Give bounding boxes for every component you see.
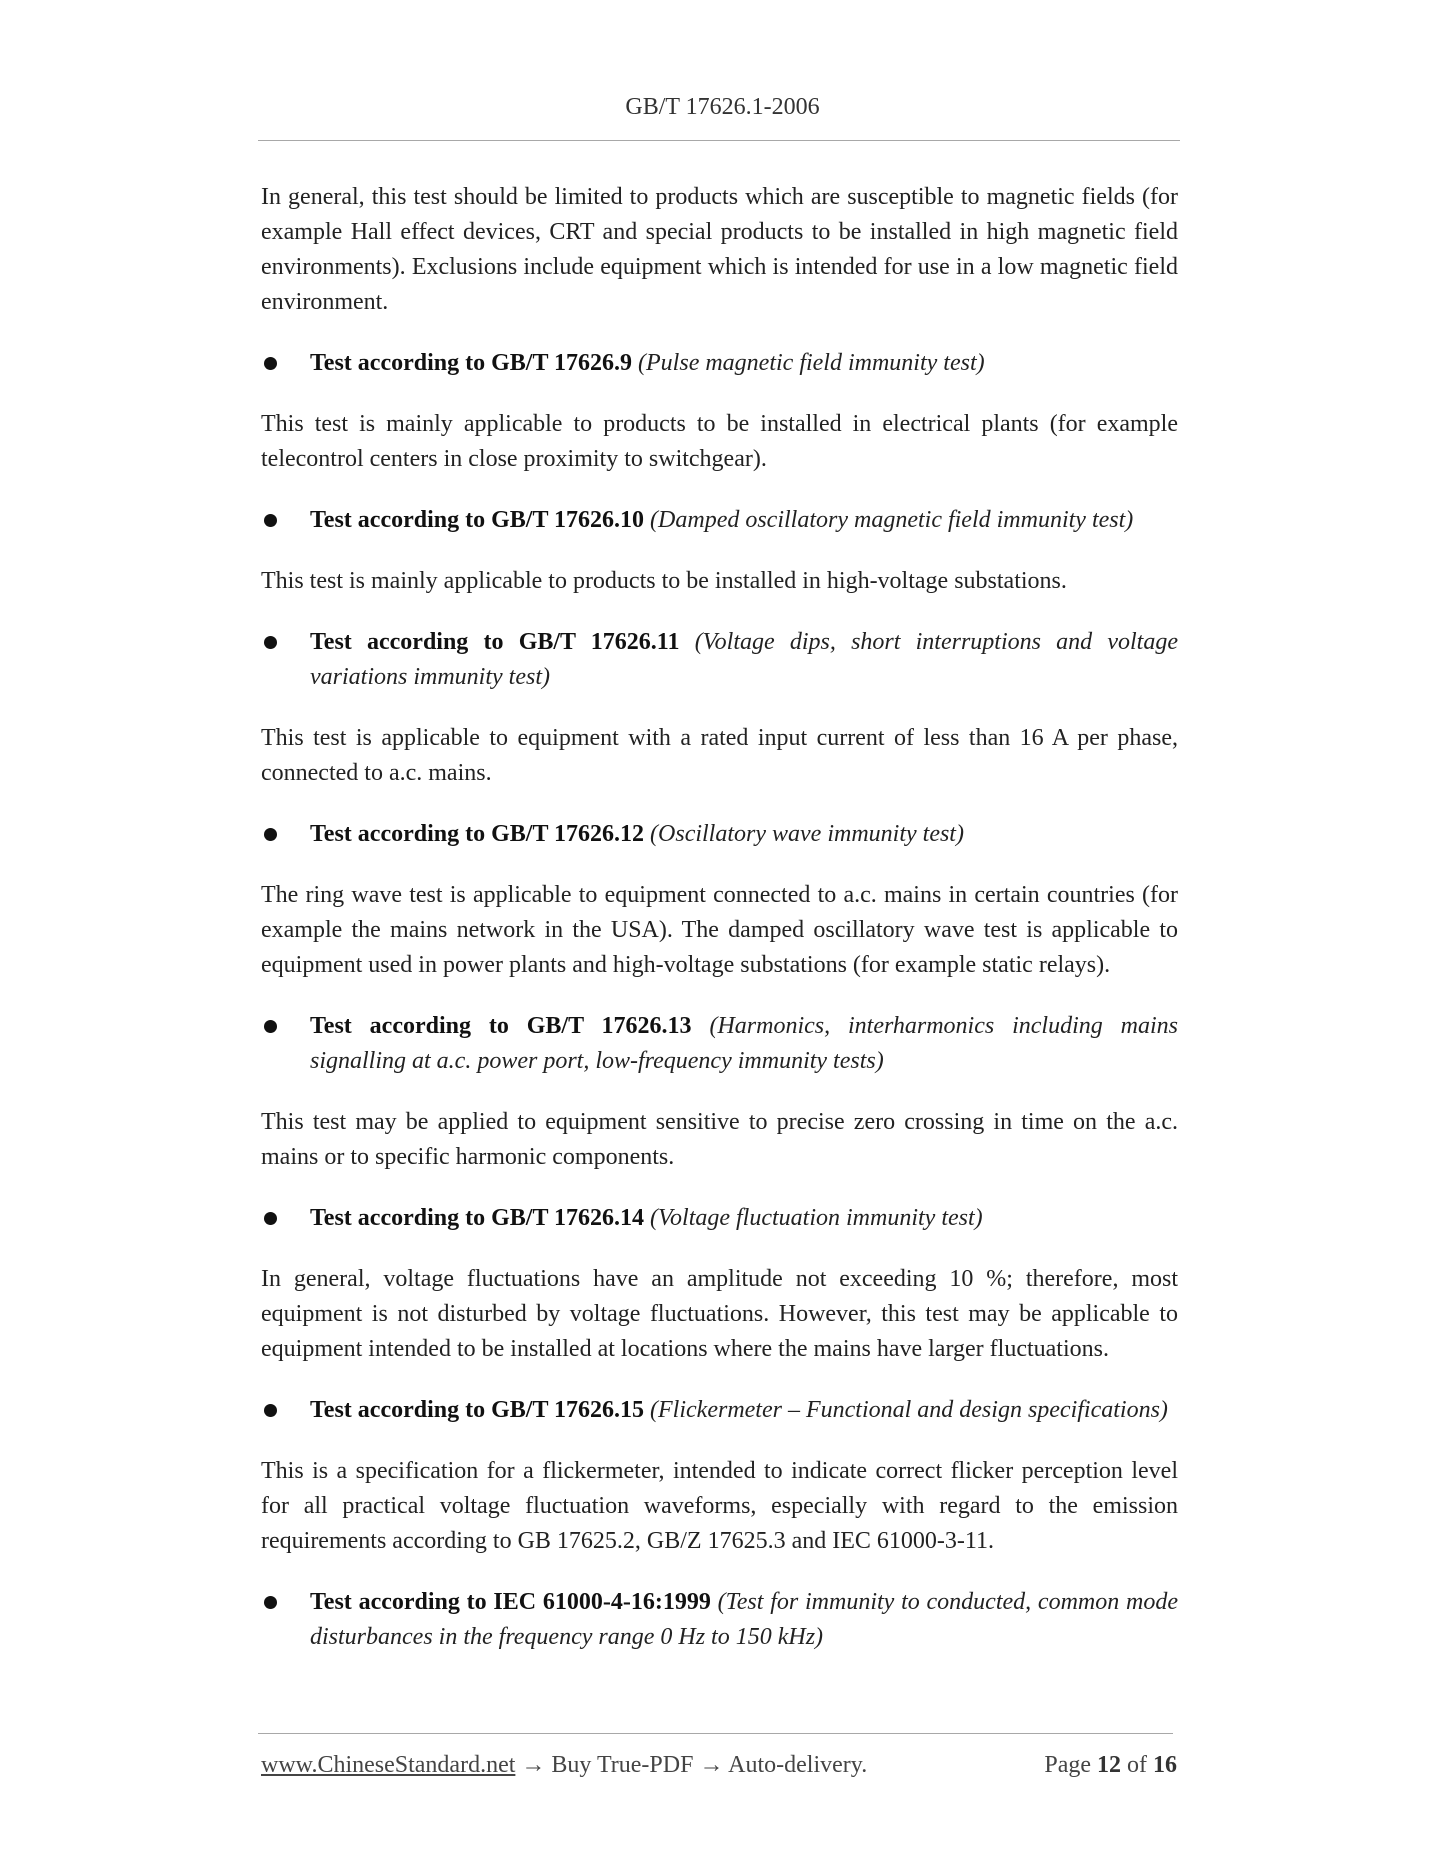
document-body xyxy=(261,180,1178,1681)
section-heading-17626-13 xyxy=(261,1009,1178,1079)
section-title: Test according to GB/T 17626.14 xyxy=(310,1205,645,1231)
section-heading-iec-61000-4-16 xyxy=(261,1585,1178,1655)
chinesestandard-link[interactable]: www.ChineseStandard.net xyxy=(261,1752,516,1778)
section-heading-17626-14 xyxy=(261,1201,1178,1236)
section-heading-17626-15 xyxy=(261,1393,1178,1428)
auto-delivery-text: Auto-delivery. xyxy=(728,1752,868,1778)
section-heading-17626-11 xyxy=(261,625,1178,695)
section-subtitle: (Flickermeter – Functional and design specifications) xyxy=(650,1397,1168,1423)
of-label: of xyxy=(1127,1752,1147,1778)
section-subtitle: (Pulse magnetic field immunity test) xyxy=(638,350,985,376)
section-title: Test according to GB/T 17626.9 xyxy=(310,350,633,376)
arrow-right-icon: → xyxy=(699,1752,724,1778)
total-pages: 16 xyxy=(1153,1752,1177,1778)
section-paragraph: This test may be applied to equipment sensitive to precise zero crossing in time on the a.c. mains or to specific harmonic components. xyxy=(261,1109,1178,1170)
section-paragraph: The ring wave test is applicable to equipment connected to a.c. mains in certain countries (for example the mains network in the USA). The damped oscillatory wave test is applicable to equipment used in power plants and high-voltage substations (for example static relays). xyxy=(261,882,1178,978)
footer-links xyxy=(261,1752,867,1779)
section-subtitle: (Voltage fluctuation immunity test) xyxy=(650,1205,983,1231)
section-subtitle: (Harmonics, interharmonics including mains signalling at a.c. power port, low-frequency immunity tests) xyxy=(310,1013,1178,1074)
section-heading-17626-12 xyxy=(261,817,1178,852)
section-title: Test according to IEC 61000-4-16:1999 xyxy=(310,1589,711,1615)
section-paragraph: In general, voltage fluctuations have an amplitude not exceeding 10 %; therefore, most equipment is not disturbed by voltage fluctuations. However, this test may be applicable to equipment intended to be installed at locations where the mains have larger fluctuations. xyxy=(261,1266,1178,1362)
section-subtitle: (Oscillatory wave immunity test) xyxy=(650,821,964,847)
section-title: Test according to GB/T 17626.13 xyxy=(310,1013,692,1039)
arrow-right-icon: → xyxy=(521,1752,546,1778)
section-paragraph: This is a specification for a flickermeter, intended to indicate correct flicker perception level for all practical voltage fluctuation waveforms, especially with regard to the emission requirements according to GB 17625.2, GB/Z 17625.3 and IEC 61000-3-11. xyxy=(261,1458,1178,1554)
section-paragraph: This test is mainly applicable to products to be installed in high-voltage substations. xyxy=(261,568,1067,594)
bullet-icon xyxy=(264,514,277,527)
section-heading-17626-10 xyxy=(261,503,1178,538)
page-header-title: GB/T 17626.1-2006 xyxy=(625,94,820,120)
page-number xyxy=(1044,1752,1177,1779)
current-page: 12 xyxy=(1097,1752,1121,1778)
buy-true-pdf-text: Buy True-PDF xyxy=(551,1752,694,1778)
bullet-icon xyxy=(264,1020,277,1033)
page-label: Page xyxy=(1044,1752,1091,1778)
bullet-icon xyxy=(264,636,277,649)
header-divider xyxy=(258,140,1180,141)
section-subtitle: (Voltage dips, short interruptions and voltage variations immunity test) xyxy=(310,629,1178,690)
bullet-icon xyxy=(264,1596,277,1609)
section-subtitle: (Damped oscillatory magnetic field immunity test) xyxy=(650,507,1134,533)
bullet-icon xyxy=(264,1212,277,1225)
section-paragraph: This test is applicable to equipment with a rated input current of less than 16 A per phase, connected to a.c. mains. xyxy=(261,725,1178,786)
intro-paragraph: In general, this test should be limited to products which are susceptible to magnetic fields (for example Hall effect devices, CRT and special products to be installed in high magnetic field environments). Exclusions include equipment which is intended for use in a low magnetic field environment. xyxy=(261,184,1178,315)
section-subtitle: (Test for immunity to conducted, common mode disturbances in the frequency range 0 Hz to 150 kHz) xyxy=(310,1589,1179,1650)
section-title: Test according to GB/T 17626.11 xyxy=(310,629,680,655)
bullet-icon xyxy=(264,828,277,841)
section-title: Test according to GB/T 17626.10 xyxy=(310,507,645,533)
bullet-icon xyxy=(264,1404,277,1417)
footer-divider xyxy=(258,1733,1173,1734)
section-title: Test according to GB/T 17626.12 xyxy=(310,821,645,847)
section-paragraph: This test is mainly applicable to products to be installed in electrical plants (for example telecontrol centers in close proximity to switchgear). xyxy=(261,411,1178,472)
section-title: Test according to GB/T 17626.15 xyxy=(310,1397,645,1423)
section-heading-17626-9 xyxy=(261,346,1178,381)
bullet-icon xyxy=(264,357,277,370)
